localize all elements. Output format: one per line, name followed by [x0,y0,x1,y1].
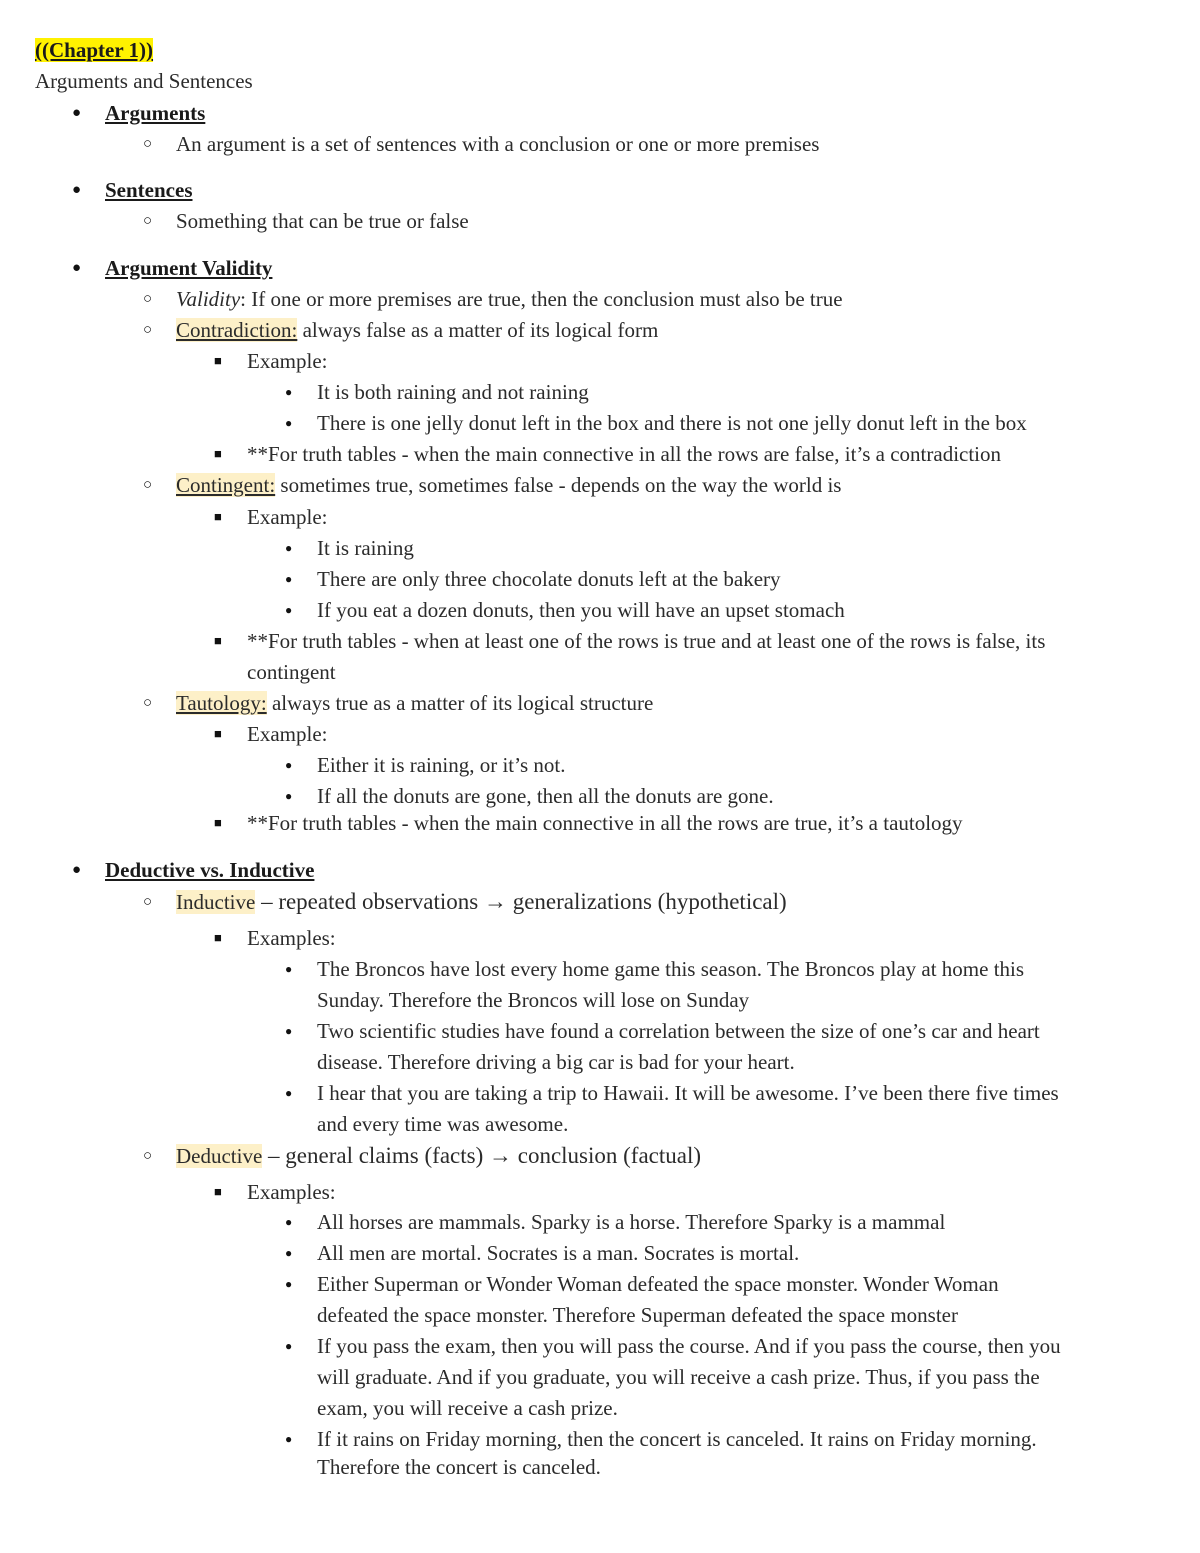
bullet-disc: ● [285,572,293,586]
bullet-disc: ● [285,416,293,430]
bullet-square: ■ [214,353,222,368]
example-label: Examples: [247,1180,336,1204]
section-heading-arguments [105,99,205,127]
bullet-circle: ○ [143,894,153,910]
list-item: There is one jelly donut left in the box and there is not one jelly donut left in the box [317,411,1027,435]
contingent-term: Contingent: [176,473,276,497]
example-label: Examples: [247,926,336,950]
validity-definition [176,285,843,313]
inductive-term: Inductive [176,890,256,914]
bullet-disc: ● [285,1339,293,1353]
bullet-square: ■ [214,633,222,648]
truth-table-note: **For truth tables - when the main connective in all the rows are true, it’s a tautology [247,811,963,835]
list-item: It is both raining and not raining [317,380,589,404]
bullet-disc: ● [285,385,293,399]
contingent-definition [176,471,841,499]
validity-def: : If one or more premises are true, then the conclusion must also be true [240,287,843,311]
list-item: Two scientific studies have found a correlation between the size of one’s car and heart [317,1019,1040,1043]
bullet-square: ■ [214,446,222,461]
list-item: The Broncos have lost every home game this season. The Broncos play at home this [317,957,1025,981]
bullet-circle: ○ [143,1148,153,1164]
contradiction-def: always false as a matter of its logical form [297,318,659,342]
inductive-definition [176,888,787,916]
truth-table-note: **For truth tables - when the main connective in all the rows are false, it’s a contradiction [247,442,1002,466]
heading-text: Sentences [105,178,193,202]
heading-text: Deductive vs. Inductive [105,858,315,882]
heading-text: Argument Validity [105,256,273,280]
bullet-disc: ● [72,105,82,121]
list-item-cont: Therefore the concert is canceled. [317,1455,601,1479]
bullet-circle: ○ [143,213,153,229]
section-heading-deductive-inductive [105,856,314,884]
bullet-circle: ○ [143,477,153,493]
example-label: Example: [247,505,328,529]
tautology-term: Tautology: [176,691,267,715]
bullet-disc: ● [285,1277,293,1291]
bullet-circle: ○ [143,291,153,307]
example-label: Example: [247,349,328,373]
list-item: Either it is raining, or it’s not. [317,753,566,777]
bullet-square: ■ [214,509,222,524]
bullet-circle: ○ [143,136,153,152]
list-item-cont: defeated the space monster. Therefore Superman defeated the space monster [317,1303,958,1327]
list-item: There are only three chocolate donuts left at the bakery [317,567,781,591]
contingent-def: sometimes true, sometimes false - depends on the way the world is [275,473,842,497]
bullet-disc: ● [285,758,293,772]
list-item: I hear that you are taking a trip to Hawaii. It will be awesome. I’ve been there five times [317,1081,1059,1105]
bullet-disc: ● [285,1246,293,1260]
list-item-cont: Sunday. Therefore the Broncos will lose on Sunday [317,988,750,1012]
list-item: It is raining [317,536,414,560]
bullet-disc: ● [285,962,293,976]
bullet-disc: ● [285,603,293,617]
list-item: If all the donuts are gone, then all the donuts are gone. [317,784,774,808]
bullet-square: ■ [214,930,222,945]
bullet-circle: ○ [143,695,153,711]
tautology-def: always true as a matter of its logical structure [266,691,654,715]
arguments-definition: An argument is a set of sentences with a conclusion or one or more premises [176,132,820,156]
list-item: All horses are mammals. Sparky is a horse. Therefore Sparky is a mammal [317,1210,946,1234]
bullet-disc: ● [285,789,293,803]
deductive-def: – general claims (facts) → conclusion (factual) [262,1143,702,1168]
bullet-disc: ● [285,1024,293,1038]
chapter-text: ((Chapter 1)) [35,38,154,62]
bullet-square: ■ [214,726,222,741]
chapter-label [35,36,153,64]
list-item-cont: exam, you will receive a cash prize. [317,1396,618,1420]
deductive-term: Deductive [176,1144,263,1168]
document-title: Arguments and Sentences [35,69,253,93]
truth-table-note-cont: contingent [247,660,336,684]
bullet-disc: ● [285,1215,293,1229]
list-item: If you eat a dozen donuts, then you will have an upset stomach [317,598,845,622]
bullet-disc: ● [72,260,82,276]
tautology-definition [176,689,653,717]
bullet-square: ■ [214,1184,222,1199]
bullet-disc: ● [285,1086,293,1100]
bullet-disc: ● [72,182,82,198]
bullet-disc: ● [285,1432,293,1446]
bullet-disc: ● [285,541,293,555]
sentences-definition: Something that can be true or false [176,209,469,233]
section-heading-sentences [105,176,193,204]
inductive-def: – repeated observations → generalizations (hypothetical) [255,889,787,914]
deductive-definition [176,1142,701,1170]
bullet-square: ■ [214,815,222,830]
list-item-cont: and every time was awesome. [317,1112,569,1136]
list-item: If you pass the exam, then you will pass the course. And if you pass the course, then you [317,1334,1061,1358]
list-item: If it rains on Friday morning, then the concert is canceled. It rains on Friday morning. [317,1427,1037,1451]
list-item: Either Superman or Wonder Woman defeated the space monster. Wonder Woman [317,1272,999,1296]
truth-table-note: **For truth tables - when at least one of the rows is true and at least one of the rows is false, its [247,629,1046,653]
section-heading-validity [105,254,272,282]
example-label: Example: [247,722,328,746]
contradiction-definition [176,316,658,344]
validity-term: Validity [176,287,241,311]
heading-text: Arguments [105,101,206,125]
contradiction-term: Contradiction: [176,318,298,342]
list-item: All men are mortal. Socrates is a man. Socrates is mortal. [317,1241,800,1265]
list-item-cont: disease. Therefore driving a big car is bad for your heart. [317,1050,795,1074]
bullet-disc: ● [72,862,82,878]
bullet-circle: ○ [143,322,153,338]
list-item-cont: will graduate. And if you graduate, you will receive a cash prize. Thus, if you pass the [317,1365,1040,1389]
